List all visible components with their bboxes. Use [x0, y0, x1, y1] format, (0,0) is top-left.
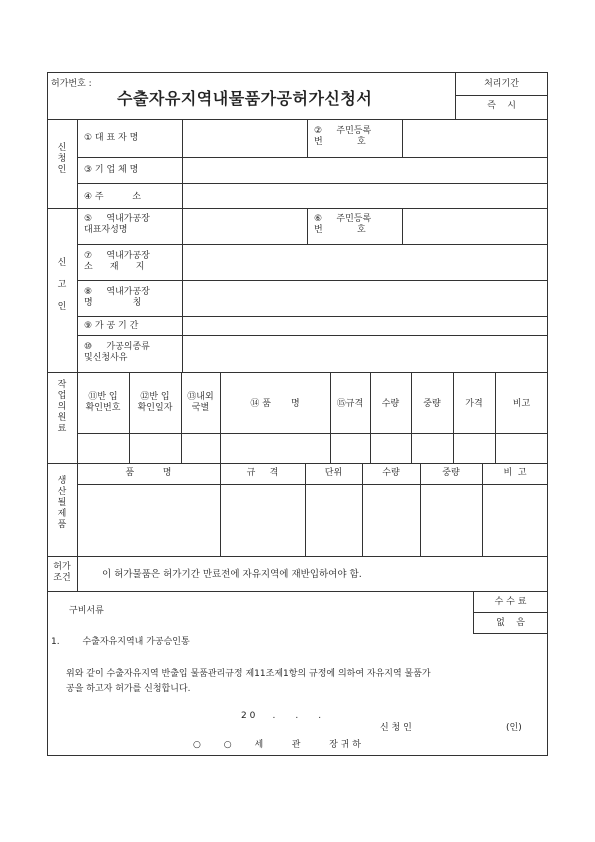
products-section-label: 생 산 될 제 품	[57, 476, 67, 530]
prod-header-quantity: 수량	[382, 468, 400, 478]
document-item-1: 1. 수출자유지역내 가공승인통	[51, 637, 190, 647]
processing-period-value: 즉 시	[487, 101, 516, 111]
processing-reason-label: ⑩ 가공의종류 및신청사유	[84, 342, 150, 363]
prod-header-remarks: 비 고	[503, 468, 527, 478]
application-date: 2 0 . . .	[241, 711, 322, 721]
materials-section-label: 작 업 의 원 료	[57, 380, 67, 434]
row-line	[77, 316, 548, 317]
fee-value: 없 음	[496, 618, 525, 628]
seal-mark: (인)	[506, 723, 522, 733]
mat-header-price: 가격	[465, 399, 483, 409]
mat-header-origin: ⑬내외 국별	[187, 392, 214, 413]
resident-number-label: ② 주민등록 번 호	[314, 126, 372, 147]
mat-header-quantity: 수량	[381, 399, 400, 409]
representative-name-label: ① 대 표 자 명	[84, 133, 139, 143]
mat-header-weight: 중량	[423, 399, 441, 409]
condition-label: 허가 조건	[53, 562, 71, 583]
header-mid-line	[455, 95, 548, 96]
fee-box-bottom	[473, 633, 548, 634]
prod-header-spec: 규 격	[246, 468, 279, 478]
mat-col	[129, 372, 130, 463]
applicant-section-label: 신 청 인	[57, 143, 67, 175]
mat-col	[453, 372, 454, 463]
row-line	[77, 433, 548, 434]
factory-location-label: ⑦ 역내가공장 소 재 지	[84, 251, 150, 272]
mat-col	[220, 372, 221, 463]
applicant-signature-label: 신 청 인	[380, 723, 412, 733]
section-line	[47, 463, 548, 464]
required-documents-label: 구비서류	[69, 606, 104, 616]
processing-period-row-label: ⑨ 가 공 기 간	[84, 321, 139, 331]
factory-representative-label: ⑤ 역내가공장 대표자성명	[84, 214, 150, 235]
section-line	[47, 372, 548, 373]
factory-name-label: ⑧ 역내가공장 명 칭	[84, 287, 150, 308]
reporter-section-label: 신 고 인	[57, 258, 67, 312]
reporter-mid-col2	[402, 208, 403, 244]
mat-header-entry-no: ⑪반 입 확인번호	[85, 392, 121, 413]
processing-period-label: 처리기간	[484, 79, 519, 89]
mat-col	[495, 372, 496, 463]
section-line	[47, 208, 548, 209]
row-line	[77, 244, 548, 245]
company-name-label: ③ 기 업 체 명	[84, 165, 139, 175]
fee-label: 수 수 료	[494, 597, 527, 607]
mat-col	[411, 372, 412, 463]
factory-resident-number-label: ⑥ 주민등록 번 호	[314, 214, 372, 235]
header-bottom-line	[47, 119, 548, 120]
row-line	[77, 335, 548, 336]
prod-header-unit: 단위	[324, 468, 343, 478]
reporter-mid-col	[307, 208, 308, 244]
mat-header-spec: ⑮규격	[336, 399, 364, 409]
mat-header-remarks: 비고	[512, 399, 531, 409]
addressee: ○ ○ 세 관 장 귀 하	[193, 740, 361, 750]
prod-header-weight: 중량	[442, 468, 460, 478]
address-label: ④ 주 소	[84, 192, 141, 202]
section-line	[47, 556, 548, 557]
prod-header-item-name: 품 명	[125, 468, 172, 478]
form-title: 수출자유지역내물품가공허가신청서	[117, 89, 373, 108]
permit-number-label: 허가번호 :	[51, 79, 92, 89]
fee-box-mid	[473, 612, 548, 613]
applicant-mid-col	[307, 119, 308, 157]
mat-header-item-name: ⑭ 품 명	[250, 399, 300, 409]
mat-col	[330, 372, 331, 463]
mat-col	[370, 372, 371, 463]
mat-header-entry-date: ⑫반 입 확인일자	[137, 392, 173, 413]
row-line	[77, 183, 548, 184]
applicant-mid-col2	[402, 119, 403, 157]
mat-col	[181, 372, 182, 463]
row-line	[77, 280, 548, 281]
condition-text: 이 허가물품은 허가기간 만료전에 자유지역에 재반입하여야 함.	[102, 569, 362, 580]
row-line	[77, 157, 548, 158]
section-col-line	[77, 556, 78, 591]
declaration-text: 위와 같이 수출자유지역 반출입 물품관리규정 제11조제1항의 규정에 의하여 자유지역 물품가 공을 하고자 허가를 신청합니다.	[66, 669, 431, 694]
row-line	[77, 484, 548, 485]
